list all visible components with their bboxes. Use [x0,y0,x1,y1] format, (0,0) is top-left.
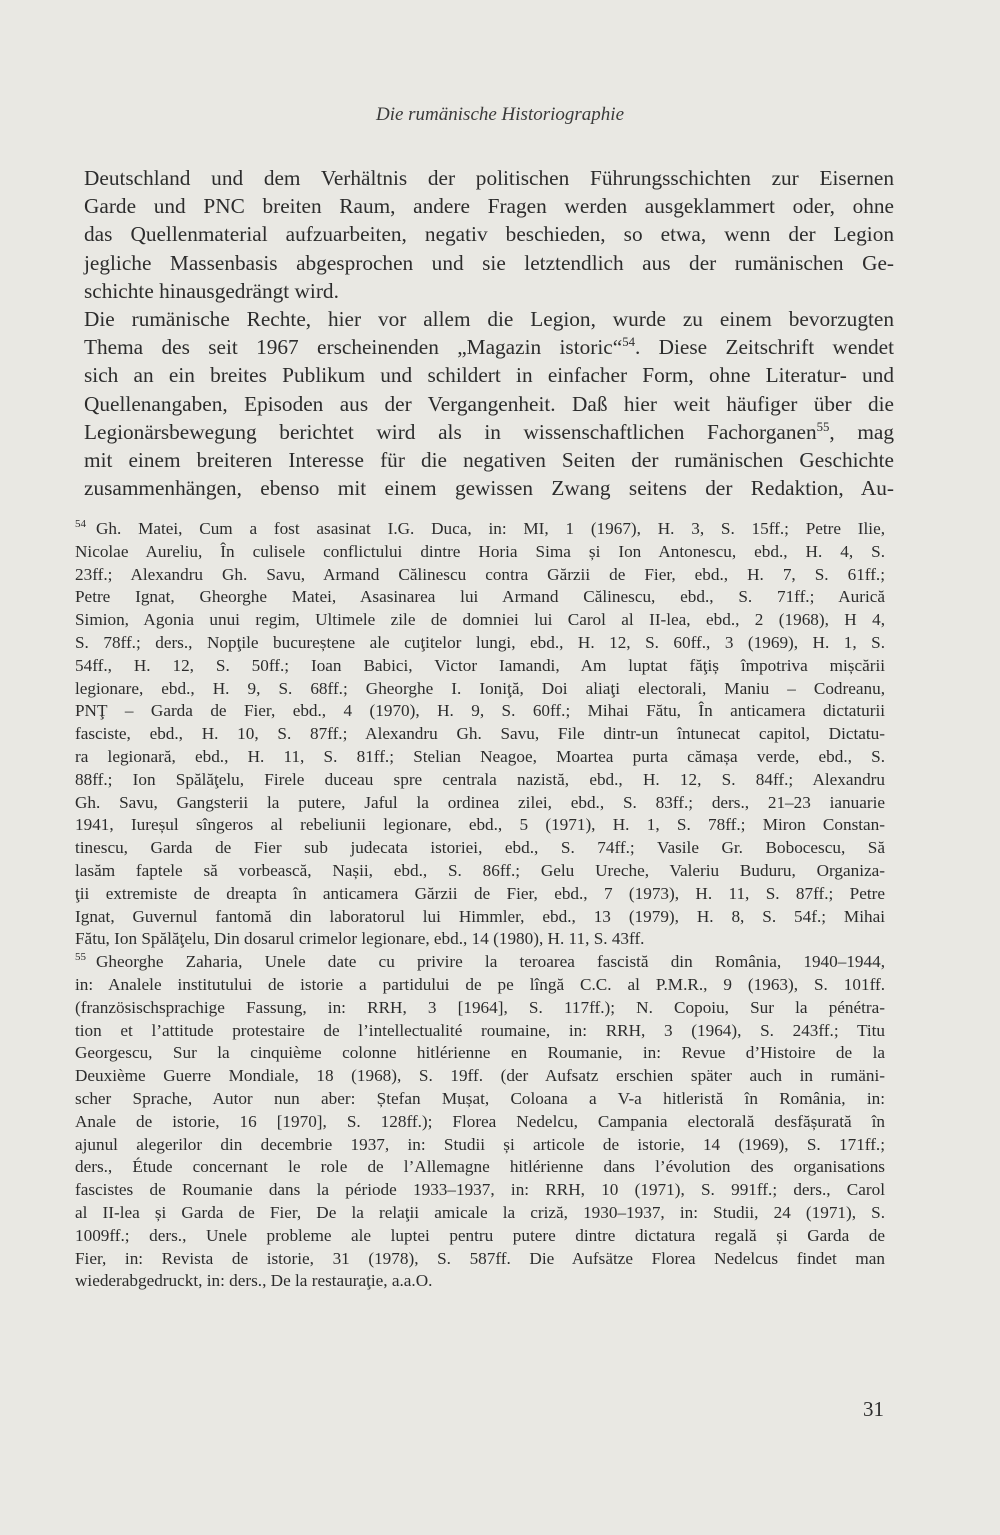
footnote-line: Nicolae Aureliu, În culisele conflictului dintre Horia Sima și Ion Antonescu, ebd., H. 4, S. [75,541,885,561]
footnote-line: Petre Ignat, Gheorghe Matei, Asasinarea lui Armand Călinescu, ebd., S. 71ff.; Aurică [75,587,885,607]
text-line: jegliche Massenbasis abgesprochen und sie letztendlich aus der rumänischen Ge- [84,250,894,275]
footnote-line: Gh. Savu, Gangsterii la putere, Jaful la ordinea zilei, ebd., S. 83ff.; ders., 21–23 ianuarie [75,792,885,812]
footnote-line: ra legionară, ebd., H. 11, S. 81ff.; Stelian Neagoe, Moartea purta cămașa verde, ebd., S. [75,746,885,766]
text-line: das Quellenmaterial aufzuarbeiten, negativ beschieden, so etwa, wenn der Legion [84,222,894,247]
footnote-line: Anale de istorie, 16 [1970], S. 128ff.); Florea Nedelcu, Campania electorală desfășurată în [75,1111,885,1131]
footnote-54 [75,518,885,951]
footnote-number: 55 [75,951,86,964]
text-segment: Thema des seit 1967 erscheinenden „Magazin istoric“ [84,335,623,360]
footnote-line: (französischsprachige Fassung, in: RRH, 3 [1964], S. 117ff.); N. Copoiu, Sur la pénétra- [75,997,885,1017]
text-line: Die rumänische Rechte, hier vor allem die Legion, wurde zu einem bevorzugten [84,307,894,332]
text-segment: , mag [829,419,894,444]
text-line: mit einem breiteren Interesse für die negativen Seiten der rumänischen Geschichte [84,448,894,473]
footnote-line: 88ff.; Ion Spălăţelu, Firele duceau spre centrala nazistă, ebd., H. 12, S. 84ff.; Alexandru [75,769,885,789]
footnote-line: Fătu, Ion Spălăţelu, Din dosarul crimelor legionare, ebd., 14 (1980), H. 11, S. 43ff. [75,929,645,949]
footnote-line: 1009ff.; ders., Unele probleme ale luptei pentru putere dintre dictatura regală și Garda de [75,1225,885,1245]
footnote-line [75,951,885,974]
footnote-line [75,518,885,541]
text-line: Garde und PNC breiten Raum, andere Fragen werden ausgeklammert oder, ohne [84,194,894,219]
footnotes [75,518,885,1293]
text-line: zusammenhängen, ebenso mit einem gewissen Zwang seitens der Redaktion, Au- [84,476,894,501]
footnote-line: scher Sprache, Autor nun aber: Ștefan Mușat, Coloana a V-a hitleristă în România, in: [75,1088,885,1108]
footnote-line: al II-lea și Garda de Fier, De la relaţii amicale la criză, 1930–1937, in: Studii, 24 (1971), S. [75,1202,885,1222]
text-segment: Gh. Matei, Cum a fost asasinat I.G. Duca, in: MI, 1 (1967), H. 3, S. 15ff.; Petre Ilie, [96,519,885,538]
text-line: schichte hinausgedrängt wird. [84,278,339,303]
footnote-line: fasciste, ebd., H. 10, S. 87ff.; Alexandru Gh. Savu, File dintr-un întunecat capitol, Dictatu- [75,724,885,744]
footnote-ref-55: 55 [816,419,830,434]
footnote-line: S. 78ff.; ders., Nopţile bucureștene ale cuţitelor lungi, ebd., H. 12, S. 60ff., 3 (1969), H. 1, S. [75,632,885,652]
footnote-line: lasăm faptele să vorbească, Nașii, ebd., S. 86ff.; Gelu Ureche, Valeriu Buduru, Organiza- [75,860,885,880]
text-line: sich an ein breites Publikum und schildert in einfacher Form, ohne Literatur- und [84,363,894,388]
footnote-line: in: Analele institutului de istorie a partidului de pe lîngă C.C. al P.M.R., 9 (1963), S. 101ff. [75,974,885,994]
text-line [84,418,894,446]
footnote-line: 23ff.; Alexandru Gh. Savu, Armand Călinescu contra Gărzii de Fier, ebd., H. 7, S. 61ff.; [75,564,885,584]
footnote-line: 54ff., H. 12, S. 50ff.; Ioan Babici, Victor Iamandi, Am luptat făţiș împotriva mișcării [75,655,885,675]
footnote-line: 1941, Iureșul sîngeros al rebeliunii legionare, ebd., 5 (1971), H. 1, S. 78ff.; Miron Constan- [75,815,885,835]
page-number: 31 [863,1397,884,1421]
footnote-line: Deuxième Guerre Mondiale, 18 (1968), S. 19ff. (der Aufsatz erschien später auch in rumäni- [75,1066,885,1086]
text-line [84,333,894,361]
text-segment: . Diese Zeitschrift wendet [634,335,894,360]
text-line: Quellenangaben, Episoden aus der Vergangenheit. Daß hier weit häufiger über die [84,391,894,416]
footnote-line: Simion, Agonia unui regim, Ultimele zile de domniei lui Carol al II-lea, ebd., 2 (1968), H 4, [75,610,885,630]
text-segment: Legionärsbewegung berichtet wird als in wissenschaftlichen Fachorganen [84,419,817,444]
footnote-line: tion et l’attitude protestaire de l’intellectualité roumaine, in: RRH, 3 (1964), S. 243ff.; Titu [75,1020,885,1040]
main-text [84,164,894,502]
footnote-line: Fier, in: Revista de istorie, 31 (1978), S. 587ff. Die Aufsätze Florea Nedelcus findet man [75,1248,885,1268]
footnote-line: wiederabgedruckt, in: ders., De la restauraţie, a.a.O. [75,1271,433,1291]
footnote-line: ţii extremiste de dreapta în anticamera Gărzii de Fier, ebd., 7 (1973), H. 11, S. 87ff.; Petre [75,883,885,903]
footnote-line: legionare, ebd., H. 9, S. 68ff.; Gheorghe I. Ioniţă, Doi aliaţi electorali, Maniu – Codreanu, [75,678,885,698]
footnote-line: fascistes de Roumanie dans la période 1933–1937, in: RRH, 10 (1971), S. 991ff.; ders., Carol [75,1180,885,1200]
paragraph-1 [84,164,894,305]
footnote-line: ajunul alegerilor din decembrie 1937, in: Studii și articole de istorie, 14 (1969), S. 171ff.; [75,1134,885,1154]
footnote-line: tinescu, Garda de Fier sub judecata istoriei, ebd., S. 74ff.; Vasile Gr. Bobocescu, Să [75,838,885,858]
paragraph-2 [84,305,894,502]
footnote-line: PNŢ – Garda de Fier, ebd., 4 (1970), H. 9, S. 60ff.; Mihai Fătu, În anticamera dictaturii [75,701,885,721]
footnote-line: Georgescu, Sur la cinquième colonne hitlérienne en Roumanie, in: Revue d’Histoire de la [75,1043,885,1063]
footnote-ref-54: 54 [622,335,635,350]
text-line: Deutschland und dem Verhältnis der politischen Führungsschichten zur Eisernen [84,166,894,190]
footnote-line: Ignat, Guvernul fantomă din laboratorul lui Himmler, ebd., 13 (1979), H. 8, S. 54f.; Mihai [75,906,885,926]
running-head: Die rumänische Historiographie [375,104,625,125]
footnote-line: ders., Étude concernant le role de l’Allemagne hitlérienne dans l’évolution des organisations [75,1157,885,1177]
footnote-number: 54 [75,518,86,531]
text-segment: Gheorghe Zaharia, Unele date cu privire la teroarea fascistă din România, 1940–1944, [96,952,885,972]
footnote-55 [75,951,885,1293]
